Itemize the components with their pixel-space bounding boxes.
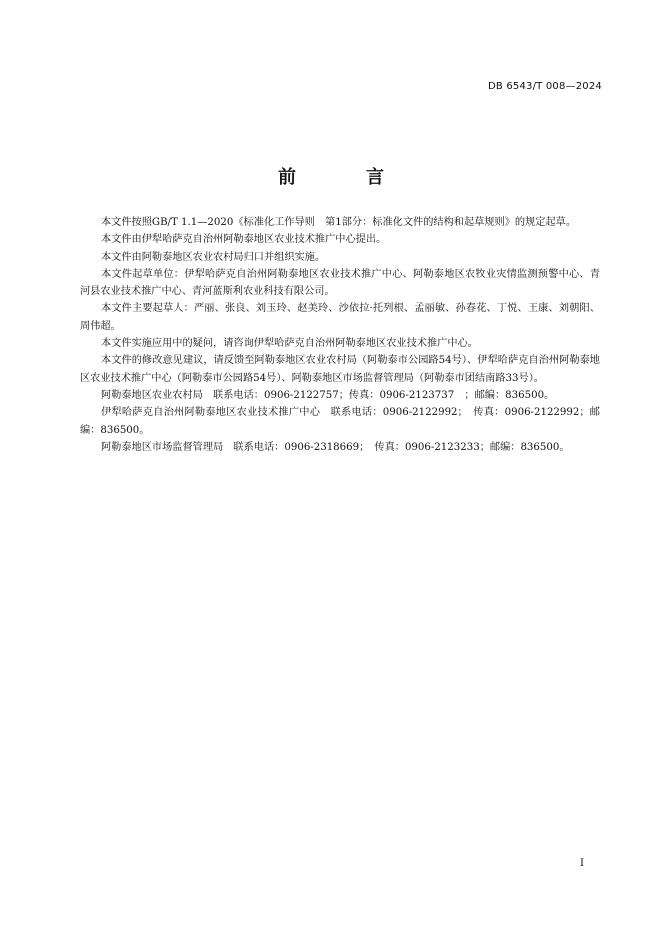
standard-code: DB 6543/T 008—2024 [488, 81, 602, 92]
paragraph-inquiries: 本文件实施应用中的疑问，请咨询伊犁哈萨克自治州阿勒泰地区农业技术推广中心。 [101, 338, 478, 350]
paragraph-contact-market-regulation: 阿勒泰地区市场监督管理局 联系电话：0906-2318669； 传真：0906-2123233；邮编：836500。 [101, 441, 570, 453]
paragraph-drafting-rules: 本文件按照GB/T 1.1—2020《标准化工作导则 第1部分：标准化文件的结构和起草规则》的规定起草。 [101, 217, 577, 228]
paragraph-drafters: 本文件主要起草人：严丽、张良、刘玉玲、赵美玲、沙依拉·托列根、孟丽敏、孙春花、丁悦、王康、刘朝阳、周伟超。 [80, 303, 600, 332]
page-number: I [580, 858, 584, 869]
paragraph-feedback: 本文件的修改意见建议，请反馈至阿勒泰地区农业农村局（阿勒泰市公园路54号）、伊犁哈萨克自治州阿勒泰地区农业技术推广中心（阿勒泰市公园路54号）、阿勒泰地区市场监督管理局（阿勒泰市团结南路33号）。 [80, 355, 600, 384]
paragraph-contact-extension-center: 伊犁哈萨克自治州阿勒泰地区农业技术推广中心 联系电话：0906-2122992； 传真：0906-2122992；邮编：836500。 [80, 407, 600, 436]
page-title: 前 言 [278, 167, 410, 188]
foreword-body [80, 214, 600, 456]
paragraph-drafting-units: 本文件起草单位：伊犁哈萨克自治州阿勒泰地区农业技术推广中心、阿勒泰地区农牧业灾情监测预警中心、青河县农业技术推广中心、青河蓝斯利农业科技有限公司。 [80, 268, 600, 298]
paragraph-administrator: 本文件由阿勒泰地区农业农村局归口并组织实施。 [101, 251, 326, 263]
paragraph-contact-agriculture-bureau: 阿勒泰地区农业农村局 联系电话：0906-2122757；传真：0906-2123737 ；邮编：836500。 [101, 389, 555, 401]
paragraph-proposer: 本文件由伊犁哈萨克自治州阿勒泰地区农业技术推广中心提出。 [101, 234, 387, 246]
